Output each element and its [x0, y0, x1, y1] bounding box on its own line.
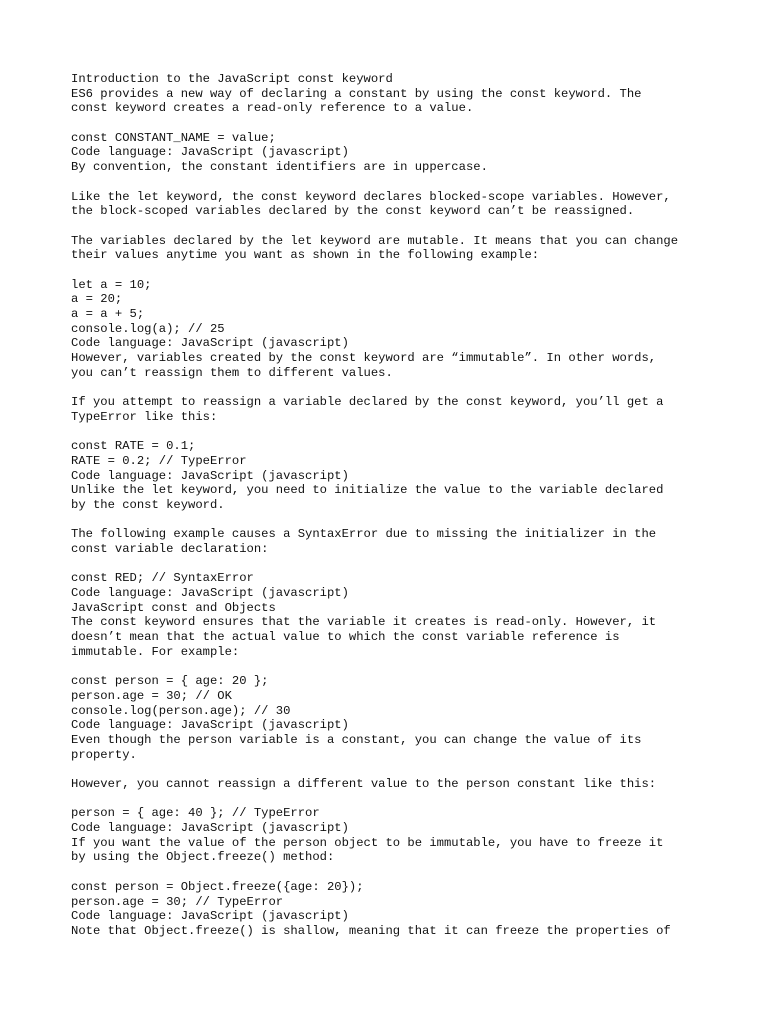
text-line: const RED; // SyntaxError [71, 571, 254, 586]
text-line: const keyword creates a read-only reference to a value. [71, 101, 474, 116]
blank-line [71, 425, 731, 440]
text-line: the block-scoped variables declared by the const keyword can’t be reassigned. [71, 204, 635, 219]
text-line: const variable declaration: [71, 542, 269, 556]
text-line: their values anytime you want as shown in the following example: [71, 248, 540, 263]
text-line: JavaScript const and Objects [71, 600, 276, 615]
text-line: Note that Object.freeze() is shallow, meaning that it can freeze the properties of [71, 923, 671, 938]
text-line: property. [71, 747, 137, 762]
blank-line [71, 219, 731, 234]
text-line: If you want the value of the person object to be immutable, you have to freeze it [71, 835, 664, 850]
text-line: Code language: JavaScript (javascript) [71, 718, 349, 733]
text-line: Code language: JavaScript (javascript) [71, 821, 349, 836]
text-line: by the const keyword. [71, 497, 225, 512]
text-line: let a = 10; [71, 277, 152, 292]
text-line: console.log(person.age); // 30 [71, 703, 291, 718]
text-line: immutable. For example: [71, 644, 240, 659]
text-line: person = { age: 40 }; // TypeError [71, 806, 320, 821]
text-line: const person = { age: 20 }; [71, 674, 269, 689]
text-line: Like the let keyword, the const keyword declares blocked-scope variables. However, [71, 189, 671, 204]
blank-line [71, 557, 731, 572]
text-line: Code language: JavaScript (javascript) [71, 468, 349, 483]
blank-line [71, 792, 731, 807]
blank-line [71, 513, 731, 528]
text-line: If you attempt to reassign a variable declared by the const keyword, you’ll get a [71, 395, 664, 410]
text-line: doesn’t mean that the actual value to which the const variable reference is [71, 630, 620, 645]
text-line: RATE = 0.2; // TypeError [71, 453, 247, 468]
text-line: by using the Object.freeze() method: [71, 850, 335, 865]
blank-line [71, 762, 731, 777]
text-line: person.age = 30; // OK [71, 688, 232, 703]
text-line: const CONSTANT_NAME = value; [71, 130, 276, 145]
text-line: const RATE = 0.1; [71, 439, 196, 454]
document-body [71, 72, 731, 939]
text-line: ES6 provides a new way of declaring a constant by using the const keyword. The [71, 86, 642, 101]
text-line: Unlike the let keyword, you need to initialize the value to the variable declared [71, 483, 664, 498]
text-line: TypeError like this: [71, 409, 218, 424]
blank-line [71, 660, 731, 675]
blank-line [71, 380, 731, 395]
blank-line [71, 865, 731, 880]
text-line: Code language: JavaScript (javascript) [71, 145, 349, 160]
text-line: However, variables created by the const keyword are “immutable”. In other words, [71, 351, 657, 366]
text-line: Even though the person variable is a constant, you can change the value of its [71, 732, 642, 747]
blank-line [71, 175, 731, 190]
text-line: However, you cannot reassign a different value to the person constant like this: [71, 777, 657, 791]
text-line: you can’t reassign them to different values. [71, 365, 393, 380]
text-line: The following example causes a SyntaxError due to missing the initializer in the [71, 527, 657, 542]
text-line: The const keyword ensures that the variable it creates is read-only. However, it [71, 615, 657, 630]
text-line: a = 20; [71, 292, 123, 307]
blank-line [71, 263, 731, 278]
text-line: const person = Object.freeze({age: 20}); [71, 879, 364, 894]
text-line: console.log(a); // 25 [71, 321, 225, 336]
text-line: a = a + 5; [71, 307, 145, 321]
text-line: Code language: JavaScript (javascript) [71, 586, 349, 601]
text-line: person.age = 30; // TypeError [71, 894, 284, 909]
text-line: The variables declared by the let keyword are mutable. It means that you can change [71, 233, 679, 248]
text-line: Code language: JavaScript (javascript) [71, 909, 349, 924]
text-line: Code language: JavaScript (javascript) [71, 336, 349, 351]
text-line: Introduction to the JavaScript const keyword [71, 72, 393, 86]
blank-line [71, 116, 731, 131]
text-line: By convention, the constant identifiers are in uppercase. [71, 160, 488, 175]
